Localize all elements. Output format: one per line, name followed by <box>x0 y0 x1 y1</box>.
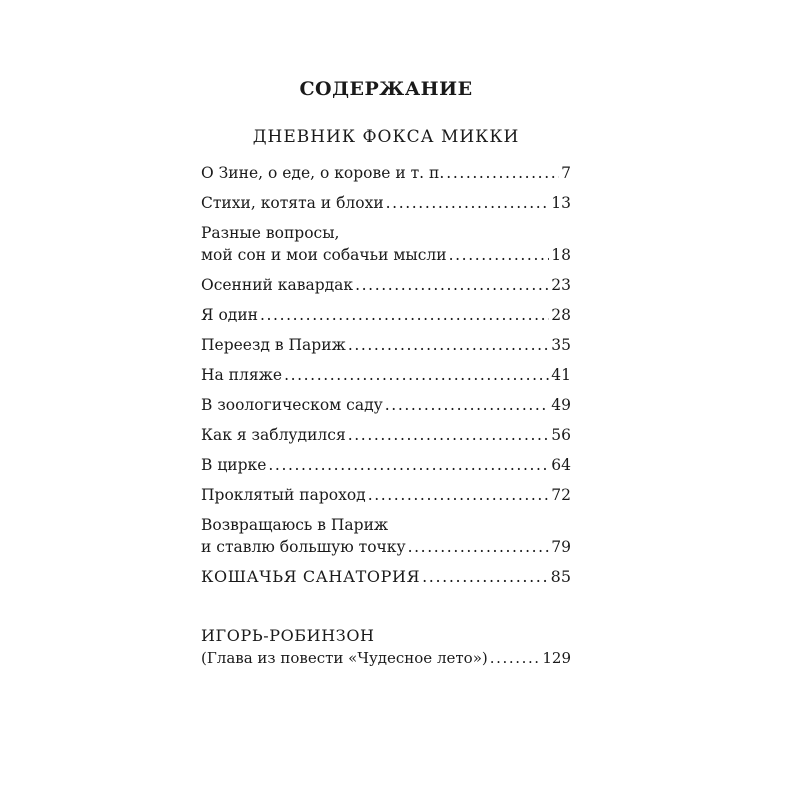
toc-entry-page: 41 <box>551 366 571 384</box>
dot-leader <box>408 536 550 558</box>
toc-entry-title: Проклятый пароход <box>201 486 366 504</box>
toc-entry-title: О Зине, о еде, о корове и т. п. <box>201 164 445 182</box>
dot-leader <box>368 484 550 506</box>
toc-list <box>201 162 571 566</box>
dot-leader <box>284 364 549 386</box>
toc-entry[interactable] <box>201 192 571 214</box>
dot-leader <box>385 394 550 416</box>
toc-entry-title: В зоологическом саду <box>201 396 383 414</box>
major-section-entry[interactable] <box>201 625 571 669</box>
dot-leader <box>268 454 549 476</box>
toc-entry[interactable] <box>201 514 571 558</box>
dot-leader <box>348 334 549 356</box>
toc-entry[interactable] <box>201 274 571 296</box>
major-section-page: 129 <box>542 649 571 667</box>
toc-entry[interactable] <box>201 364 571 386</box>
toc-entry-page: 35 <box>551 336 571 354</box>
toc-entry-title: Осенний кавардак <box>201 276 354 294</box>
toc-entry-page: 79 <box>551 538 571 556</box>
toc-entry-title: Я один <box>201 306 258 324</box>
dot-leader <box>449 244 550 266</box>
dot-leader <box>348 424 550 446</box>
toc-entry-page: 56 <box>551 426 571 444</box>
major-section-page: 85 <box>550 567 571 586</box>
dot-leader <box>446 162 559 184</box>
toc-entry-page: 49 <box>551 396 571 414</box>
toc-entry-page: 13 <box>551 194 571 212</box>
toc-entry-title-line-2: и ставлю большую точку <box>201 538 406 556</box>
toc-entry-title: В цирке <box>201 456 267 474</box>
toc-entry[interactable] <box>201 424 571 446</box>
toc-entry-title: На пляже <box>201 366 283 384</box>
toc-entry[interactable] <box>201 484 571 506</box>
toc-entry-page: 28 <box>551 306 571 324</box>
toc-entry-title-line-2: мой сон и мои собачьи мысли <box>201 246 447 264</box>
toc-entry[interactable] <box>201 334 571 356</box>
toc-entry-title: Как я заблудился <box>201 426 346 444</box>
toc-entry-page: 64 <box>551 456 571 474</box>
major-section-entry[interactable] <box>201 566 571 588</box>
toc-entry[interactable] <box>201 162 571 184</box>
toc-entry[interactable] <box>201 222 571 266</box>
toc-entry[interactable] <box>201 304 571 326</box>
toc-entry-title: Стихи, котята и блохи <box>201 194 384 212</box>
toc-entry-page: 23 <box>551 276 571 294</box>
toc-entry-page: 7 <box>561 164 571 182</box>
toc-entry[interactable] <box>201 454 571 476</box>
toc-entry-title-line-1: Возвращаюсь в Париж <box>201 516 389 534</box>
major-section-title: ИГОРЬ-РОБИНЗОН <box>201 626 375 645</box>
toc-entry-page: 18 <box>551 246 571 264</box>
toc-entry-title-line-1: Разные вопросы, <box>201 224 340 242</box>
dot-leader <box>386 192 550 214</box>
toc-entry-title: Переезд в Париж <box>201 336 346 354</box>
page-title: СОДЕРЖАНИЕ <box>299 78 473 100</box>
section-heading: ДНЕВНИК ФОКСА МИККИ <box>252 127 520 147</box>
dot-leader <box>355 274 549 296</box>
major-section-subtitle: (Глава из повести «Чудесное лето») <box>201 649 488 667</box>
toc-entry-page: 72 <box>551 486 571 504</box>
dot-leader <box>490 647 541 669</box>
toc-entry[interactable] <box>201 394 571 416</box>
major-section-title: КОШАЧЬЯ САНАТОРИЯ <box>201 567 421 586</box>
dot-leader <box>260 304 549 326</box>
dot-leader <box>422 566 549 588</box>
